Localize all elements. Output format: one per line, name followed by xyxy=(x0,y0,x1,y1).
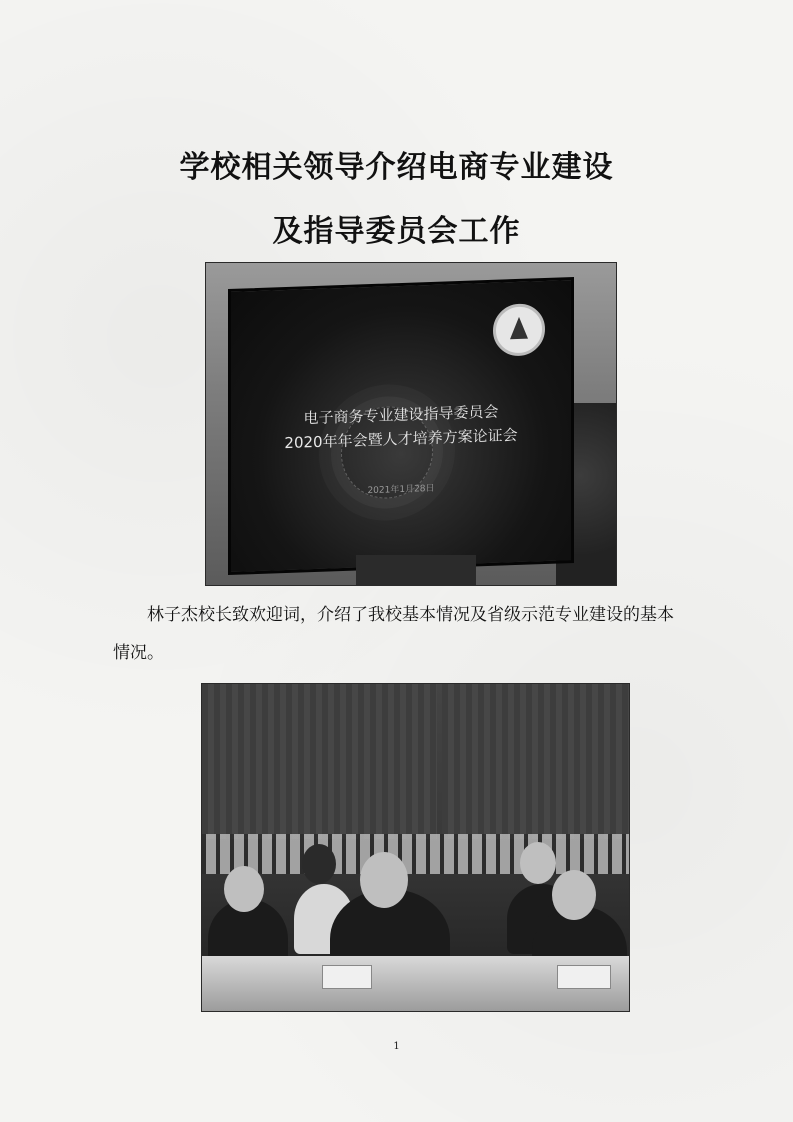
document-title-line-2: 及指导委员会工作 xyxy=(272,214,521,249)
curtain-right xyxy=(442,684,629,839)
photo-presentation-screen xyxy=(205,262,617,586)
nameplate xyxy=(322,965,372,989)
document-title-line-1: 学校相关领导介绍电商专业建设 xyxy=(179,150,614,185)
page-number: 1 xyxy=(393,1041,400,1052)
screen-title-line-2: 2020年年会暨人才培养方案论证会 xyxy=(284,425,518,453)
screen-stand xyxy=(356,555,476,585)
railing xyxy=(202,834,629,874)
photo-meeting xyxy=(201,683,630,1012)
school-logo-icon xyxy=(493,303,545,357)
attendee-back-head xyxy=(302,844,336,884)
screen-title-line-1: 电子商务专业建设指导委员会 xyxy=(303,402,499,428)
nameplate xyxy=(557,965,611,989)
body-paragraph: 林子杰校长致欢迎词，介绍了我校基本情况及省级示范专业建设的基本情况。 xyxy=(113,605,674,663)
curtain-left xyxy=(202,684,437,839)
attendee-center-head xyxy=(360,852,408,908)
presentation-screen xyxy=(228,277,574,575)
attendee-rear-right-head xyxy=(520,842,556,884)
attendee-left-head xyxy=(224,866,264,912)
screen-date: 2021年1月28日 xyxy=(367,483,435,497)
attendee-right-head xyxy=(552,870,596,920)
